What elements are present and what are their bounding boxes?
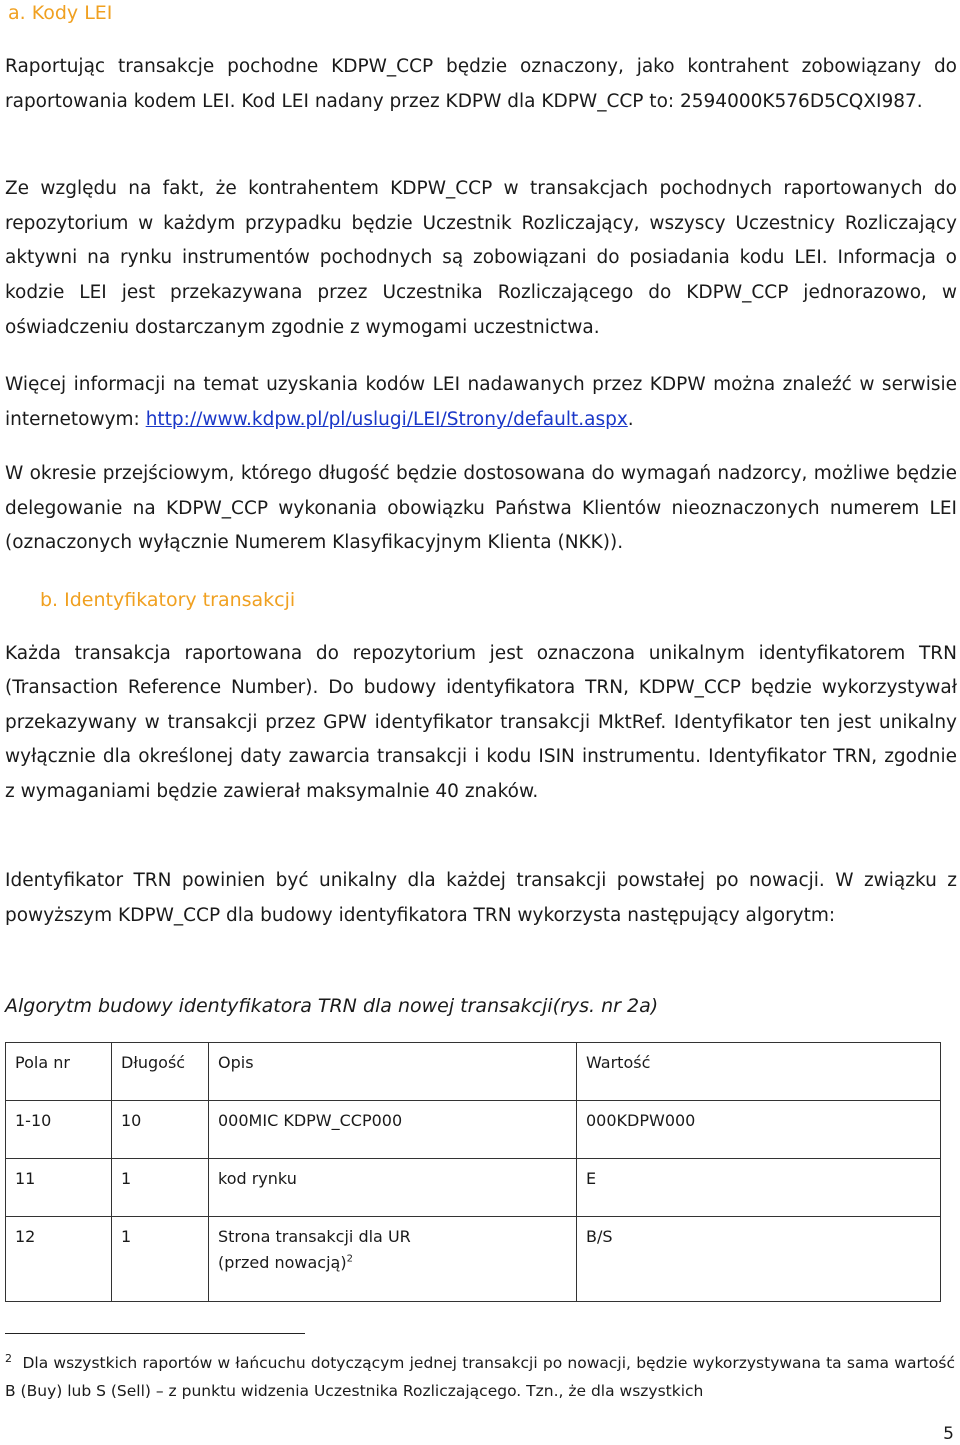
footnote-number: 2 — [5, 1351, 12, 1365]
paragraph-lei-more-info — [5, 368, 957, 437]
cell-dlugosc: 1 — [112, 1217, 209, 1302]
footnote — [5, 1349, 955, 1405]
trn-algorithm-table — [5, 1042, 941, 1302]
cell-wartosc: E — [577, 1159, 941, 1217]
header-dlugosc: Długość — [112, 1043, 209, 1101]
header-wartosc: Wartość — [577, 1043, 941, 1101]
table-row — [6, 1159, 941, 1217]
cell-opis: 000MIC KDPW_CCP000 — [209, 1101, 577, 1159]
cell-pola: 1-10 — [6, 1101, 112, 1159]
section-a-heading: a. Kody LEI — [8, 2, 113, 24]
more-info-text: Więcej informacji na temat uzyskania kodów LEI nadawanych przez KDPW można znaleźć w serwisie internetowym: — [5, 374, 957, 430]
table-row — [6, 1217, 941, 1302]
cell-pola: 12 — [6, 1217, 112, 1302]
footnote-text: Dla wszystkich raportów w łańcuchu dotyczącym jednej transakcji po nowacji, będzie wykorzystywana ta sama wartość B (Buy) lub S (Sell) – z punktu widzenia Uczestnika Rozliczającego. Tzn., że dla wszystkich — [5, 1354, 955, 1400]
kdpw-lei-link[interactable]: http://www.kdpw.pl/pl/uslugi/LEI/Strony/default.aspx — [145, 408, 628, 430]
cell-pola: 11 — [6, 1159, 112, 1217]
cell-wartosc: B/S — [577, 1217, 941, 1302]
cell-opis — [209, 1217, 577, 1302]
table-header-row — [6, 1043, 941, 1101]
cell-opis-line1: Strona transakcji dla UR — [218, 1227, 411, 1246]
cell-dlugosc: 1 — [112, 1159, 209, 1217]
footnote-reference: 2 — [346, 1253, 353, 1265]
header-pola-nr: Pola nr — [6, 1043, 112, 1101]
footnote-separator — [5, 1333, 305, 1334]
paragraph-transition-period: W okresie przejściowym, którego długość będzie dostosowana do wymagań nadzorcy, możliwe będzie delegowanie na KDPW_CCP wykonania obowiązku Państwa Klientów nieoznaczonych numerem LEI (oznaczonych wyłącznie Numerem Klasyfikacyjnym Klienta (NKK)). — [5, 463, 957, 554]
cell-dlugosc: 10 — [112, 1101, 209, 1159]
paragraph-lei-code: Raportując transakcje pochodne KDPW_CCP będzie oznaczony, jako kontrahent zobowiązany do raportowania kodem LEI. Kod LEI nadany przez KDPW dla KDPW_CCP to: 2594000K576D5CQXI987. — [5, 56, 957, 112]
table-row — [6, 1101, 941, 1159]
paragraph-trn-uniqueness: Identyfikator TRN powinien być unikalny dla każdej transakcji powstałej po nowacji. W związku z powyższym KDPW_CCP dla budowy identyfikatora TRN wykorzysta następujący algorytm: — [5, 870, 957, 926]
section-b-heading: b. Identyfikatory transakcji — [40, 589, 296, 611]
more-info-period: . — [627, 408, 634, 430]
header-opis: Opis — [209, 1043, 577, 1101]
cell-opis: kod rynku — [209, 1159, 577, 1217]
paragraph-trn-description: Każda transakcja raportowana do repozytorium jest oznaczona unikalnym identyfikatorem TRN (Transaction Reference Number). Do budowy identyfikatora TRN, KDPW_CCP będzie wykorzystywał przekazywany w transakcji przez GPW identyfikator transakcji MktRef. Identyfikator ten jest unikalny wyłącznie dla określonej daty zawarcia transakcji i kodu ISIN instrumentu. Identyfikator TRN, zgodnie z wymaganiami będzie zawierał maksymalnie 40 znaków. — [5, 643, 957, 802]
paragraph-lei-obligation: Ze względu na fakt, że kontrahentem KDPW_CCP w transakcjach pochodnych raportowanych do repozytorium w każdym przypadku będzie Uczestnik Rozliczający, wszyscy Uczestnicy Rozliczający aktywni na rynku instrumentów pochodnych są zobowiązani do posiadania kodu LEI. Informacja o kodzie LEI jest przekazywana przez Uczestnika Rozliczającego do KDPW_CCP jednorazowo, w oświadczeniu dostarczanym zgodnie z wymogami uczestnictwa. — [5, 178, 957, 338]
cell-opis-line2-text: (przed nowacją) — [218, 1253, 347, 1272]
cell-wartosc: 000KDPW000 — [577, 1101, 941, 1159]
page-number: 5 — [943, 1424, 954, 1444]
cell-opis-line2 — [218, 1250, 567, 1276]
algorithm-caption: Algorytm budowy identyfikatora TRN dla nowej transakcji(rys. nr 2a) — [5, 995, 659, 1017]
